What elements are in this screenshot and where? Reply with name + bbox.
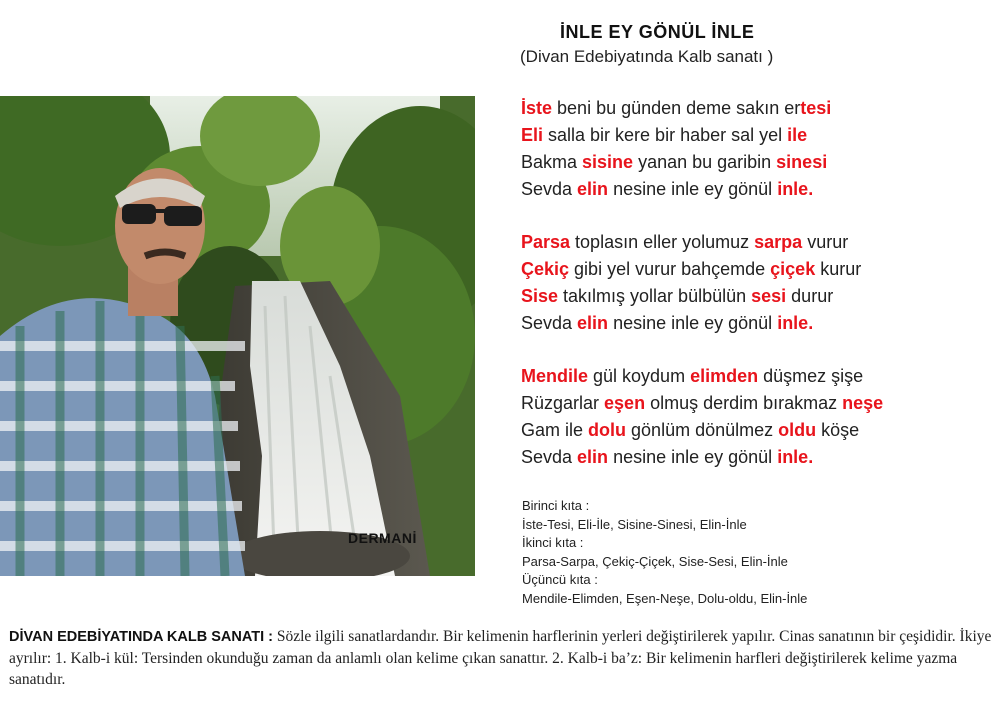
poem-text: Rüzgarlar — [521, 393, 605, 413]
stanza-3 — [521, 363, 991, 471]
note-heading: Birinci kıta : — [522, 498, 590, 513]
highlighted-word: Parsa — [521, 232, 571, 252]
poem-text: vurur — [802, 232, 849, 252]
poem-line — [521, 149, 991, 176]
poem-line — [521, 122, 991, 149]
highlighted-word: Sise — [521, 286, 559, 306]
poem-text: nesine inle ey gönül — [608, 447, 778, 467]
highlighted-word: İste — [521, 98, 553, 118]
highlighted-word: inle. — [777, 313, 814, 333]
photo-illustration — [0, 96, 475, 576]
highlighted-word: sinesi — [776, 152, 828, 172]
highlighted-word: Mendile — [521, 366, 589, 386]
stanza-1 — [521, 95, 991, 203]
signature-label: DERMANİ — [348, 530, 417, 546]
poem-text: Gam ile — [521, 420, 589, 440]
poem-text: beni bu günden deme sakın er — [552, 98, 801, 118]
highlighted-word: inle. — [777, 447, 814, 467]
note-heading: Üçüncü kıta : — [522, 572, 598, 587]
poem-title: İNLE EY GÖNÜL İNLE — [560, 22, 755, 42]
poem-text: nesine inle ey gönül — [608, 313, 778, 333]
poem-text: yanan bu garibin — [633, 152, 777, 172]
poem-text: toplasın eller yolumuz — [570, 232, 755, 252]
highlighted-word: dolu — [588, 420, 627, 440]
highlighted-word: çiçek — [770, 259, 816, 279]
note-pairs: Mendile-Elimden, Eşen-Neşe, Dolu-oldu, Elin-İnle — [522, 590, 808, 606]
poem-line — [521, 390, 991, 417]
poem-text: takılmış yollar bülbülün — [558, 286, 752, 306]
highlighted-word: elin — [577, 179, 609, 199]
poem-text: Sevda — [521, 179, 578, 199]
note-pairs: İste-Tesi, Eli-İle, Sisine-Sinesi, Elin-İnle — [522, 516, 747, 532]
poem-line — [521, 417, 991, 444]
selfie-waterfall-photo — [0, 96, 475, 576]
highlighted-word: neşe — [842, 393, 884, 413]
poem-body — [521, 95, 991, 497]
poem-text: düşmez şişe — [758, 366, 864, 386]
highlighted-word: sarpa — [754, 232, 803, 252]
poem-text: gibi yel vurur bahçemde — [569, 259, 771, 279]
poem-text: nesine inle ey gönül — [608, 179, 778, 199]
poem-subtitle: (Divan Edebiyatında Kalb sanatı ) — [520, 47, 774, 66]
poem-text: Bakma — [521, 152, 583, 172]
poem-line — [521, 310, 991, 337]
poem-line — [521, 176, 991, 203]
highlighted-word: Eli — [521, 125, 544, 145]
highlighted-word: ile — [787, 125, 808, 145]
footer-text: Sözle ilgili sanatlardandır. Bir kelimenin harflerinin yerleri değiştirilerek yapılır. Cinas sanatının bir çeşididir. İkiye ayrılır: 1. Kalb-i kül: Tersinden okunduğu zaman da anlamlı olan kelime çıkan sanattır. 2. Kalb-i ba’z: Bir kelimenin harfleri değiştirilerek kelime yazma sanatıdır. — [9, 628, 992, 688]
highlighted-word: inle. — [777, 179, 814, 199]
poem-text: kurur — [815, 259, 862, 279]
poem-text: Sevda — [521, 447, 578, 467]
poem-text: salla bir kere bir haber sal yel — [543, 125, 788, 145]
note-heading: İkinci kıta : — [522, 535, 584, 550]
poem-text: durur — [786, 286, 834, 306]
poem-line — [521, 444, 991, 471]
poem-text: gül koydum — [588, 366, 691, 386]
poem-text: olmuş derdim bırakmaz — [645, 393, 843, 413]
poem-line — [521, 256, 991, 283]
poem-text: Sevda — [521, 313, 578, 333]
highlighted-word: sesi — [751, 286, 787, 306]
poem-line — [521, 95, 991, 122]
highlighted-word: eşen — [604, 393, 646, 413]
highlighted-word: sisine — [582, 152, 634, 172]
highlighted-word: Çekiç — [521, 259, 570, 279]
note-pairs: Parsa-Sarpa, Çekiç-Çiçek, Sise-Sesi, Elin-İnle — [522, 553, 788, 569]
poem-line — [521, 229, 991, 256]
highlighted-word: elimden — [690, 366, 759, 386]
stanza-2 — [521, 229, 991, 337]
poem-line — [521, 363, 991, 390]
highlighted-word: elin — [577, 447, 609, 467]
highlighted-word: elin — [577, 313, 609, 333]
highlighted-word: oldu — [778, 420, 817, 440]
poem-text: gönlüm dönülmez — [626, 420, 779, 440]
rhyme-notes — [522, 497, 807, 608]
poem-text: köşe — [816, 420, 860, 440]
footer-definition — [9, 626, 994, 690]
highlighted-word: tesi — [800, 98, 832, 118]
footer-label: DİVAN EDEBİYATINDA KALB SANATI : — [9, 629, 273, 645]
poem-line — [521, 283, 991, 310]
